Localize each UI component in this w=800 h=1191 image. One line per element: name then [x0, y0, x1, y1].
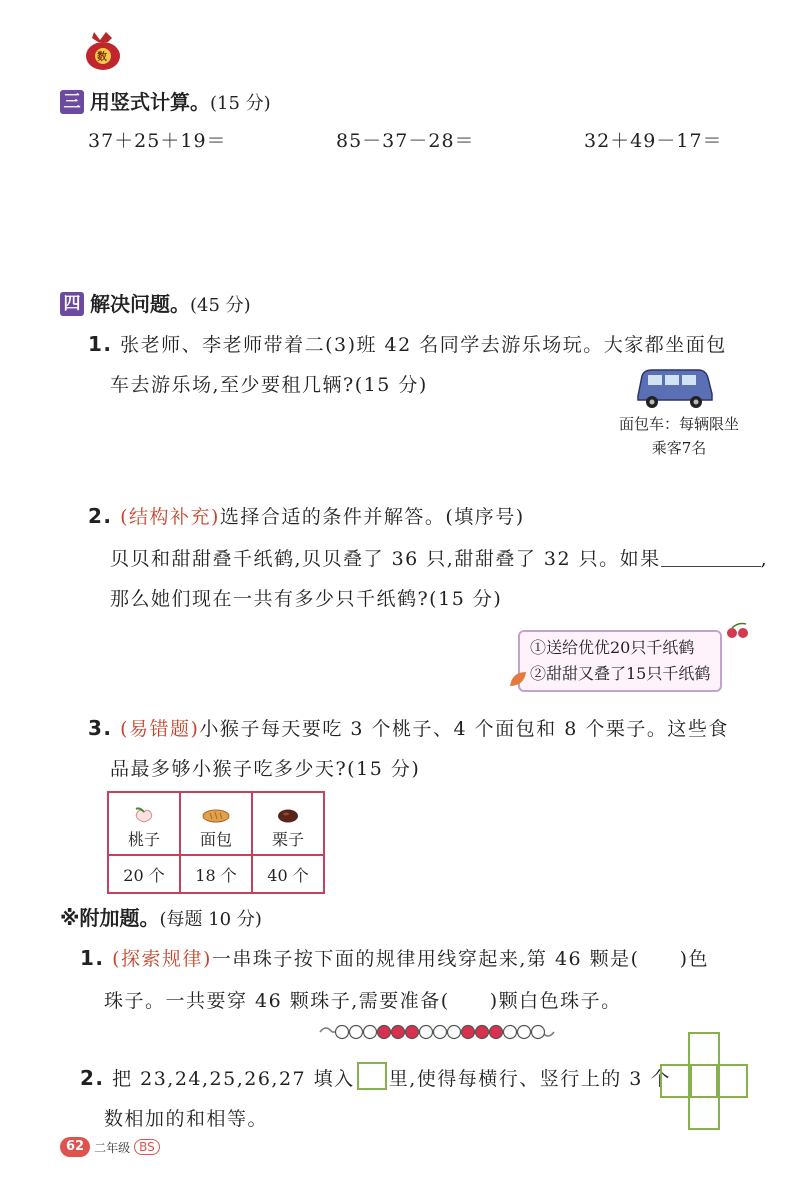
cherry-decoration	[726, 622, 752, 644]
q2-text2-end: ,	[760, 548, 769, 570]
bead-string-svg	[318, 1018, 558, 1046]
red-bead	[392, 1026, 405, 1039]
minibus-caption	[604, 412, 754, 460]
bead-string	[318, 1018, 558, 1050]
q1-text1: 张老师、李老师带着二(3)班 42 名同学去游乐场玩。大家都坐面包	[120, 334, 727, 356]
q2-options-box	[518, 630, 722, 692]
bonus-q2-line1	[80, 1062, 671, 1091]
bonus-q2-line2: 数相加的和相等。	[104, 1108, 269, 1130]
section4-heading	[60, 288, 251, 317]
bonus-q2-text1-end: 里,使得每横行、竖行上的 3 个	[388, 1068, 671, 1090]
bonus-q1-line1	[80, 944, 709, 971]
bread-icon	[202, 807, 230, 823]
table-header-chestnut	[252, 792, 324, 855]
q3-tag: (易错题)	[120, 718, 200, 740]
bonus-heading	[60, 902, 262, 931]
bonus-q2-text1: 把 23,24,25,26,27 填入	[112, 1068, 355, 1090]
q3-number: 3.	[88, 716, 113, 740]
q2-text2: 贝贝和甜甜叠千纸鹤,贝贝叠了 36 只,甜甜叠了 32 只。如果	[110, 548, 661, 570]
q2-tag: (结构补充)	[120, 506, 220, 528]
q2-option-1: ①送给优优20只千纸鹤	[530, 638, 695, 657]
fill-square-icon	[357, 1062, 387, 1090]
q2-text1: 选择合适的条件并解答。(填序号)	[219, 506, 525, 528]
section3-points: (15 分)	[210, 93, 271, 114]
bonus-q1-text2-end: )颗白色珠子。	[489, 990, 622, 1012]
bread-label: 面包	[199, 830, 232, 849]
food-table-wrap	[107, 791, 325, 894]
peach-count: 20 个	[108, 855, 180, 893]
q2-line2	[110, 544, 768, 571]
grid-cell-bottom[interactable]	[688, 1096, 720, 1130]
cherry-icon	[726, 622, 752, 640]
peach-label: 桃子	[127, 830, 160, 849]
equation-3: 32＋49－17＝	[584, 130, 723, 152]
equation-1: 37＋25＋19＝	[88, 130, 227, 152]
red-bead	[490, 1026, 503, 1039]
edition-label: BS	[134, 1139, 160, 1155]
q2-line1	[88, 502, 525, 529]
grid-cell-right[interactable]	[716, 1064, 748, 1098]
bonus-q1-number: 1.	[80, 946, 105, 970]
bonus-title: ※附加题。	[60, 906, 160, 930]
grid-cell-top[interactable]	[688, 1032, 720, 1066]
q2-line3: 那么她们现在一共有多少只千纸鹤?(15 分)	[110, 588, 503, 610]
q2-answer-blank[interactable]	[661, 546, 761, 567]
red-bead	[406, 1026, 419, 1039]
leaf-decoration	[508, 668, 530, 694]
minibus-image	[632, 362, 716, 412]
food-table	[107, 791, 325, 894]
white-bead	[532, 1026, 545, 1039]
q2-option-2: ②甜甜又叠了15只千纸鹤	[530, 664, 711, 683]
table-header-peach	[108, 792, 180, 855]
white-bead	[350, 1026, 363, 1039]
caption-line1: 面包车：每辆限坐	[618, 415, 739, 433]
bonus-q1-tag: (探索规律)	[112, 948, 212, 970]
leaf-icon	[508, 668, 530, 690]
bonus-q1-text1-end: )色	[679, 948, 710, 970]
q2-number: 2.	[88, 504, 113, 528]
q3-line2: 品最多够小猴子吃多少天?(15 分)	[110, 758, 421, 780]
bonus-q2-number: 2.	[80, 1066, 105, 1090]
white-bead	[434, 1026, 447, 1039]
section3-badge: 三	[60, 90, 84, 114]
chestnut-icon	[276, 807, 300, 823]
q1-line1	[88, 330, 727, 357]
q3-text1: 小猴子每天要吃 3 个桃子、4 个面包和 8 个栗子。这些食	[199, 718, 729, 740]
white-bead	[364, 1026, 377, 1039]
peach-icon	[132, 807, 156, 823]
section3-title: 用竖式计算。	[90, 90, 210, 114]
table-header-bread	[180, 792, 252, 855]
equation-2: 85－37－28＝	[336, 130, 475, 152]
page-number: 62	[60, 1137, 90, 1157]
red-bead	[378, 1026, 391, 1039]
chestnut-count: 40 个	[252, 855, 324, 893]
page-footer	[60, 1137, 160, 1157]
chestnut-label: 栗子	[271, 830, 304, 849]
section4-points: (45 分)	[190, 295, 251, 316]
bonus-q1-line2	[104, 986, 622, 1013]
logo-char: 数	[97, 52, 107, 63]
red-bead	[476, 1026, 489, 1039]
minibus-icon	[632, 362, 716, 412]
white-bead	[336, 1026, 349, 1039]
section4-title: 解决问题。	[90, 292, 190, 316]
q1-line2: 车去游乐场,至少要租几辆?(15 分)	[110, 374, 428, 396]
white-bead	[518, 1026, 531, 1039]
header-logo	[80, 26, 126, 72]
grade-label: 二年级	[94, 1140, 131, 1155]
bread-count: 18 个	[180, 855, 252, 893]
red-bead	[462, 1026, 475, 1039]
section4-badge: 四	[60, 292, 84, 316]
q3-line1	[88, 714, 729, 741]
bonus-points: (每题 10 分)	[159, 909, 262, 930]
bonus-q1-text2: 珠子。一共要穿 46 颗珠子,需要准备(	[104, 990, 450, 1012]
caption-line2: 乘客7名	[651, 439, 707, 457]
section3-heading	[60, 86, 271, 115]
bonus-q1-text1: 一串珠子按下面的规律用线穿起来,第 46 颗是(	[211, 948, 640, 970]
white-bead	[504, 1026, 517, 1039]
white-bead	[448, 1026, 461, 1039]
q1-number: 1.	[88, 332, 113, 356]
white-bead	[420, 1026, 433, 1039]
